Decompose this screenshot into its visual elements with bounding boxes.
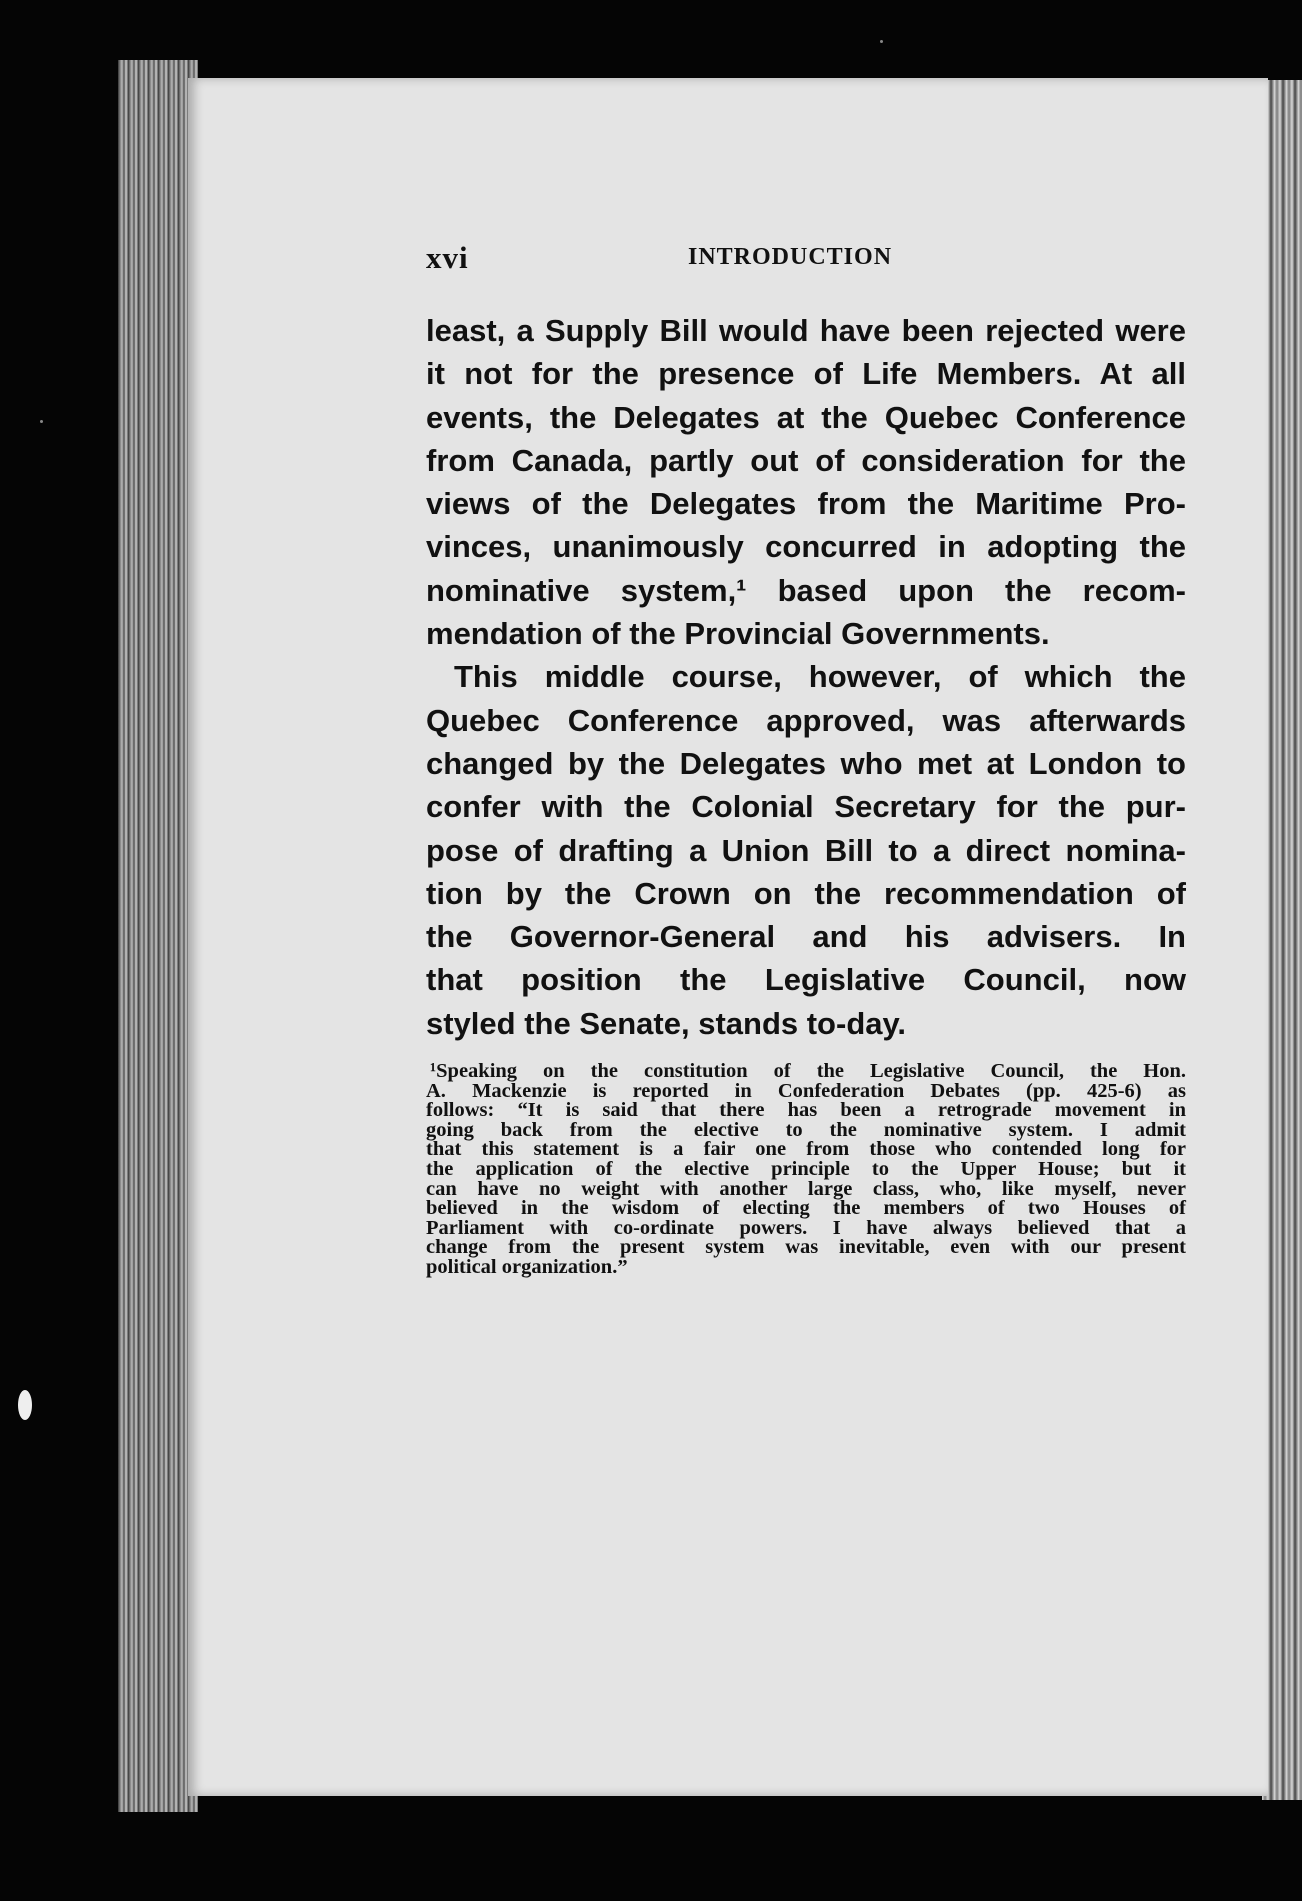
body-line: it not for the presence of Life Members. At all	[426, 356, 1186, 392]
page-number: xvi	[426, 240, 469, 275]
body-line: nominative system,¹ based upon the recom-	[426, 572, 1186, 608]
body-line: mendation of the Provincial Governments.	[426, 616, 1050, 652]
body-line: events, the Delegates at the Quebec Conference	[426, 399, 1186, 435]
footnote-line: political organization.”	[426, 1255, 628, 1278]
body-line: This middle course, however, of which the	[454, 659, 1186, 695]
body-line: styled the Senate, stands to-day.	[426, 1005, 907, 1041]
body-line: tion by the Crown on the recommendation of	[426, 875, 1186, 911]
book-page-edges-right	[1262, 80, 1302, 1800]
body-line: that position the Legislative Council, now	[426, 962, 1186, 998]
body-line: vinces, unanimously concurred in adopting the	[426, 529, 1186, 565]
footnote-line: follows: “It is said that there has been a retrograde movement in	[426, 1099, 1186, 1122]
footnote-line: believed in the wisdom of electing the members of two Houses of	[426, 1197, 1186, 1220]
body-line: least, a Supply Bill would have been rejected were	[426, 313, 1186, 348]
body-line: Quebec Conference approved, was afterwards	[426, 702, 1186, 738]
running-title: INTRODUCTION	[688, 244, 893, 270]
body-line: changed by the Delegates who met at London to	[426, 745, 1186, 781]
footnote-line: Parliament with co-ordinate powers. I have always believed that a	[426, 1216, 1186, 1239]
dust-speck	[880, 40, 883, 43]
dust-speck	[40, 420, 43, 423]
footnote-line: A. Mackenzie is reported in Confederation Debates (pp. 425-6) as	[426, 1079, 1186, 1102]
body-line: views of the Delegates from the Maritime Pro-	[426, 486, 1186, 522]
dust-speck	[18, 1390, 32, 1420]
body-line: pose of drafting a Union Bill to a direct nomina-	[426, 832, 1186, 868]
footnote-line: going back from the elective to the nominative system. I admit	[426, 1118, 1186, 1141]
body-line: from Canada, partly out of consideration for the	[426, 442, 1186, 478]
footnote-line: that this statement is a fair one from those who contended long for	[426, 1138, 1186, 1161]
body-line: confer with the Colonial Secretary for the pur-	[426, 789, 1186, 825]
body-line: the Governor-General and his advisers. In	[426, 919, 1186, 955]
body-text	[426, 309, 1186, 1045]
footnote	[426, 1062, 1186, 1278]
running-head	[426, 240, 1186, 276]
footnote-line: ¹Speaking on the constitution of the Legislative Council, the Hon.	[430, 1060, 1186, 1082]
footnote-line: change from the present system was inevitable, even with our present	[426, 1236, 1186, 1259]
footnote-line: the application of the elective principle to the Upper House; but it	[426, 1157, 1186, 1180]
footnote-line: can have no weight with another large class, who, like myself, never	[426, 1177, 1186, 1200]
book-page-edges-left	[118, 60, 198, 1812]
